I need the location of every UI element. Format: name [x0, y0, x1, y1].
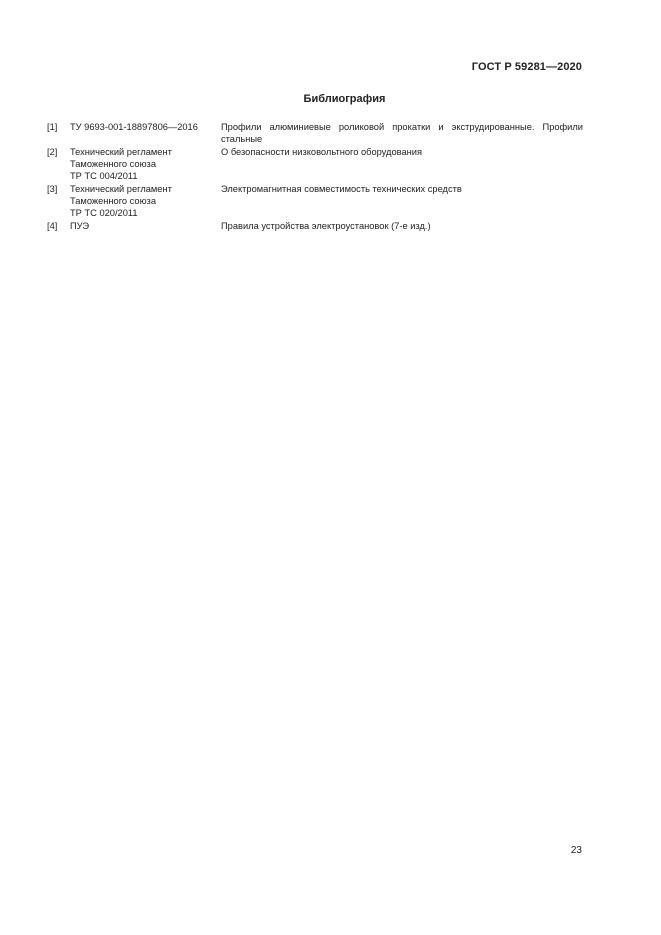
- entry-number: [4]: [47, 221, 58, 231]
- entry-source: ПУЭ: [70, 221, 90, 231]
- entry-description: Правила устройства электроустановок (7-е изд.): [221, 221, 431, 231]
- bibliography-list: [47, 121, 583, 232]
- standard-code: ГОСТ Р 59281—2020: [471, 61, 582, 73]
- section-title: Библиография: [303, 93, 386, 105]
- bibliography-entry: [47, 146, 583, 182]
- entry-number: [3]: [47, 184, 58, 194]
- entry-description: Электромагнитная совместимость технических средств: [221, 184, 462, 194]
- entry-source: ТУ 9693-001-18897806—2016: [70, 122, 198, 132]
- entry-number: [1]: [47, 122, 58, 132]
- bibliography-entry: [47, 220, 583, 232]
- bibliography-entry: [47, 121, 583, 145]
- entry-source: Технический регламент Таможенного союза ТР ТС 004/2011: [70, 147, 172, 181]
- page-number: 23: [570, 845, 582, 856]
- entry-source: Технический регламент Таможенного союза ТР ТС 020/2011: [70, 184, 172, 218]
- entry-description: О безопасности низковольтного оборудования: [221, 147, 422, 157]
- entry-description: Профили алюминиевые роликовой прокатки и экструдированные. Профили стальные: [221, 122, 583, 144]
- entry-number: [2]: [47, 147, 58, 157]
- bibliography-entry: [47, 183, 583, 219]
